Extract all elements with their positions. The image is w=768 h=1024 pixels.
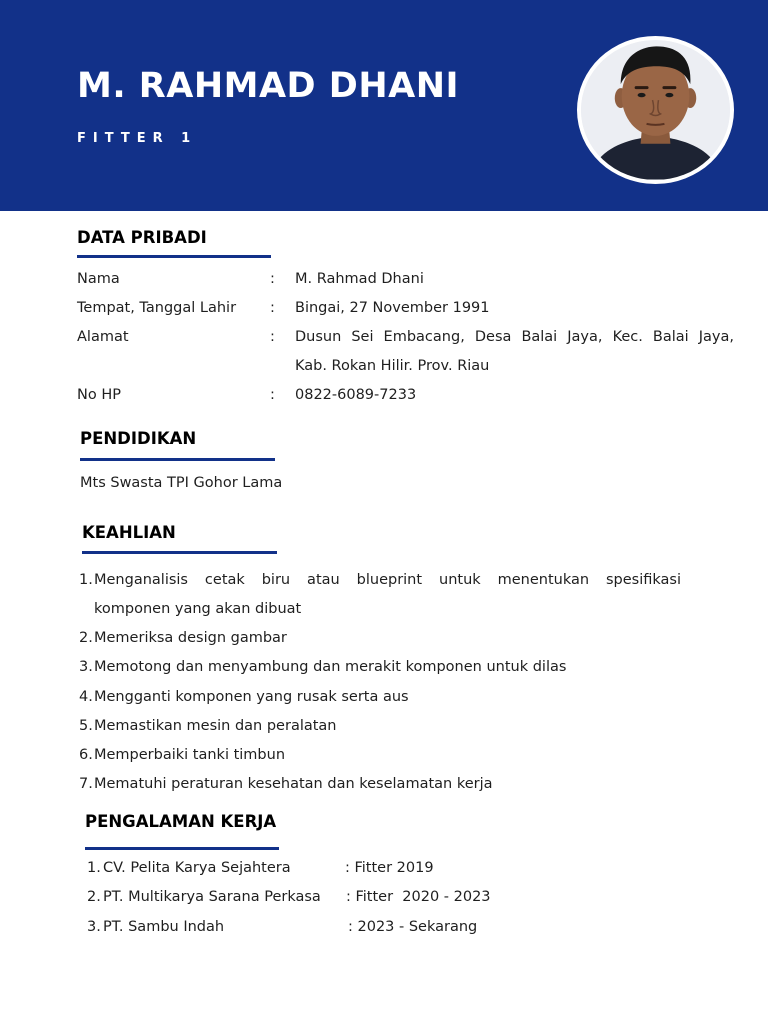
skill-number: 3.	[79, 659, 93, 675]
candidate-name: M. RAHMAD DHANI	[77, 66, 460, 106]
personal-value-name: M. Rahmad Dhani	[295, 271, 424, 287]
section-underline	[85, 847, 279, 850]
personal-label-phone: No HP	[77, 387, 121, 403]
section-title-personal: DATA PRIBADI	[77, 228, 207, 247]
skill-number: 7.	[79, 776, 93, 792]
personal-label-name: Nama	[77, 271, 120, 287]
section-title-experience: PENGALAMAN KERJA	[85, 812, 277, 831]
skill-item: Memotong dan menyambung dan merakit komponen untuk dilas	[94, 659, 567, 675]
experience-number: 3.	[87, 919, 101, 935]
experience-number: 1.	[87, 860, 101, 876]
skill-item: Menganalisis cetak biru atau blueprint untuk menentukan spesifikasi	[94, 572, 681, 588]
experience-detail: : 2023 - Sekarang	[348, 919, 478, 935]
personal-value-phone: 0822-6089-7233	[295, 387, 417, 403]
education-item: Mts Swasta TPI Gohor Lama	[80, 475, 283, 491]
personal-value-address: Dusun Sei Embacang, Desa Balai Jaya, Kec. Balai Jaya,	[295, 329, 734, 345]
personal-value-address-line2: Kab. Rokan Hilir. Prov. Riau	[295, 358, 490, 374]
experience-company: CV. Pelita Karya Sejahtera	[103, 860, 291, 876]
experience-company: PT. Multikarya Sarana Perkasa	[103, 889, 321, 905]
skill-item: Mengganti komponen yang rusak serta aus	[94, 689, 409, 705]
skill-item: Mematuhi peraturan kesehatan dan keselamatan kerja	[94, 776, 493, 792]
skill-number: 2.	[79, 630, 93, 646]
skill-number: 5.	[79, 718, 93, 734]
personal-label-address: Alamat	[77, 329, 129, 345]
header-banner	[0, 0, 768, 211]
personal-separator: :	[270, 271, 275, 287]
section-title-skills: KEAHLIAN	[82, 523, 176, 542]
section-underline	[80, 458, 275, 461]
profile-photo	[577, 36, 734, 184]
experience-company: PT. Sambu Indah	[103, 919, 225, 935]
section-title-education: PENDIDIKAN	[80, 429, 197, 448]
section-underline	[77, 255, 271, 258]
personal-value-birth: Bingai, 27 November 1991	[295, 300, 490, 316]
personal-separator: :	[270, 387, 275, 403]
personal-separator: :	[270, 329, 275, 345]
skill-number: 1.	[79, 572, 93, 588]
personal-separator: :	[270, 300, 275, 316]
skill-number: 4.	[79, 689, 93, 705]
skill-item: Memeriksa design gambar	[94, 630, 287, 646]
skill-number: 6.	[79, 747, 93, 763]
personal-label-birth: Tempat, Tanggal Lahir	[77, 300, 237, 316]
skill-item-line2: komponen yang akan dibuat	[94, 601, 302, 617]
job-title: FITTER 1	[77, 131, 198, 146]
section-underline	[82, 551, 277, 554]
experience-detail: : Fitter 2020 - 2023	[346, 889, 491, 905]
experience-detail: : Fitter 2019	[345, 860, 434, 876]
skill-item: Memperbaiki tanki timbun	[94, 747, 286, 763]
experience-number: 2.	[87, 889, 101, 905]
skill-item: Memastikan mesin dan peralatan	[94, 718, 337, 734]
portrait-illustration	[581, 40, 730, 180]
